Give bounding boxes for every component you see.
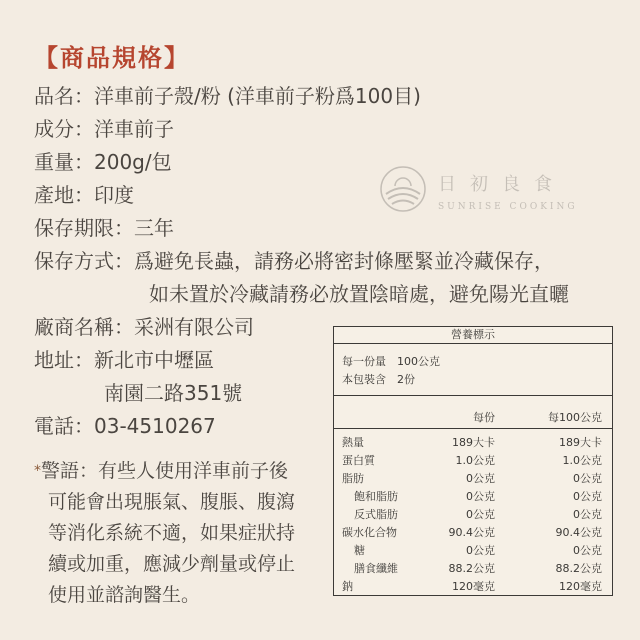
nutrient-row [334,470,612,488]
divider [334,395,612,396]
spec-label: 電話： [34,414,94,438]
spec-shelf-life [34,214,174,242]
spec-name [34,82,421,110]
spec-label: 品名： [34,84,94,108]
spec-address-continued: 南園二路351號 [104,381,243,405]
spec-weight [34,148,172,176]
spec-storage [34,247,554,275]
nutrient-per-100g: 1.0公克 [562,454,602,467]
warning-text [34,456,326,611]
nutrient-per-serving: 120毫克 [452,580,495,593]
column-per-100g: 每100公克 [548,411,602,424]
spec-storage-continued: 如未置於冷藏請務必放置陰暗處，避免陽光直曬 [149,282,569,306]
nutrient-per-100g: 88.2公克 [555,562,602,575]
spec-label: 保存方式： [34,249,134,273]
section-title: 【商品規格】 [34,44,190,72]
nutrient-row [334,578,612,596]
spec-ingredient [34,115,174,143]
spec-label: 廠商名稱： [34,315,134,339]
nutrient-name: 熱量 [342,436,364,449]
nutrient-per-100g: 0公克 [573,490,602,503]
spec-label: 保存期限： [34,216,134,240]
brand-name-chinese: 日初良食 [438,174,566,195]
warning-line: 使用並諮詢醫生。 [48,584,201,606]
servings-per-package: 本包裝含 2份 [342,373,415,386]
spec-manufacturer [34,313,254,341]
nutrient-row [334,524,612,542]
nutrition-facts-table [333,326,613,596]
spec-value: 洋車前子 [94,117,174,141]
nutrient-per-serving: 88.2公克 [448,562,495,575]
nutrient-name: 脂肪 [342,472,364,485]
spec-value: 爲避免長蟲，請務必將密封條壓緊並冷藏保存， [134,249,554,273]
spec-label: 重量： [34,150,94,174]
nutrient-name: 碳水化合物 [342,526,397,539]
spec-phone [34,412,216,440]
nutrient-name: 反式脂肪 [354,508,398,521]
nutrient-row [334,434,612,452]
spec-value: 三年 [134,216,174,240]
sunrise-logo-icon [378,164,428,214]
nutrient-per-serving: 0公克 [466,544,495,557]
warning-line-text: 警語：有些人使用洋車前子後 [41,460,289,482]
spec-value: 印度 [94,183,134,207]
nutrient-row [334,506,612,524]
nutrient-per-serving: 1.0公克 [455,454,495,467]
nutrient-row [334,542,612,560]
nutrient-per-serving: 90.4公克 [448,526,495,539]
spec-label: 成分： [34,117,94,141]
nutrient-per-serving: 0公克 [466,490,495,503]
brand-name-english: SUNRISE COOKING [438,202,578,212]
nutrient-per-100g: 189大卡 [559,436,602,449]
spec-origin [34,181,134,209]
nutrient-per-100g: 90.4公克 [555,526,602,539]
warning-line: 續或加重，應減少劑量或停止 [48,553,296,575]
brand-logo [378,164,578,224]
nutrient-row [334,488,612,506]
spec-value: 新北市中壢區 [94,348,214,372]
column-per-serving: 每份 [473,411,495,424]
nutrition-title: 營養標示 [334,327,612,344]
nutrient-row [334,560,612,578]
spec-address [34,346,214,374]
spec-value: 03-4510267 [94,414,216,438]
warning-line [34,456,326,487]
nutrient-name: 飽和脂肪 [354,490,398,503]
spec-value: 洋車前子殼/粉 (洋車前子粉爲100目) [94,84,421,108]
asterisk: * [34,463,41,479]
nutrient-per-serving: 189大卡 [452,436,495,449]
spec-value: 采洲有限公司 [134,315,254,339]
warning-line: 等消化系統不適，如果症狀持 [48,522,296,544]
nutrient-name: 糖 [354,544,365,557]
nutrient-name: 鈉 [342,580,353,593]
nutrient-per-100g: 0公克 [573,544,602,557]
nutrient-per-100g: 0公克 [573,508,602,521]
spec-label: 產地： [34,183,94,207]
spec-value: 200g/包 [94,150,172,174]
warning-line: 可能會出現脹氣、腹脹、腹瀉 [48,491,296,513]
nutrient-row [334,452,612,470]
spec-label: 地址： [34,348,94,372]
divider [334,428,612,429]
nutrient-per-serving: 0公克 [466,508,495,521]
nutrient-per-100g: 120毫克 [559,580,602,593]
nutrient-per-serving: 0公克 [466,472,495,485]
nutrient-name: 蛋白質 [342,454,375,467]
nutrient-name: 膳食纖維 [354,562,398,575]
serving-size: 每一份量 100公克 [342,355,440,368]
nutrient-per-100g: 0公克 [573,472,602,485]
